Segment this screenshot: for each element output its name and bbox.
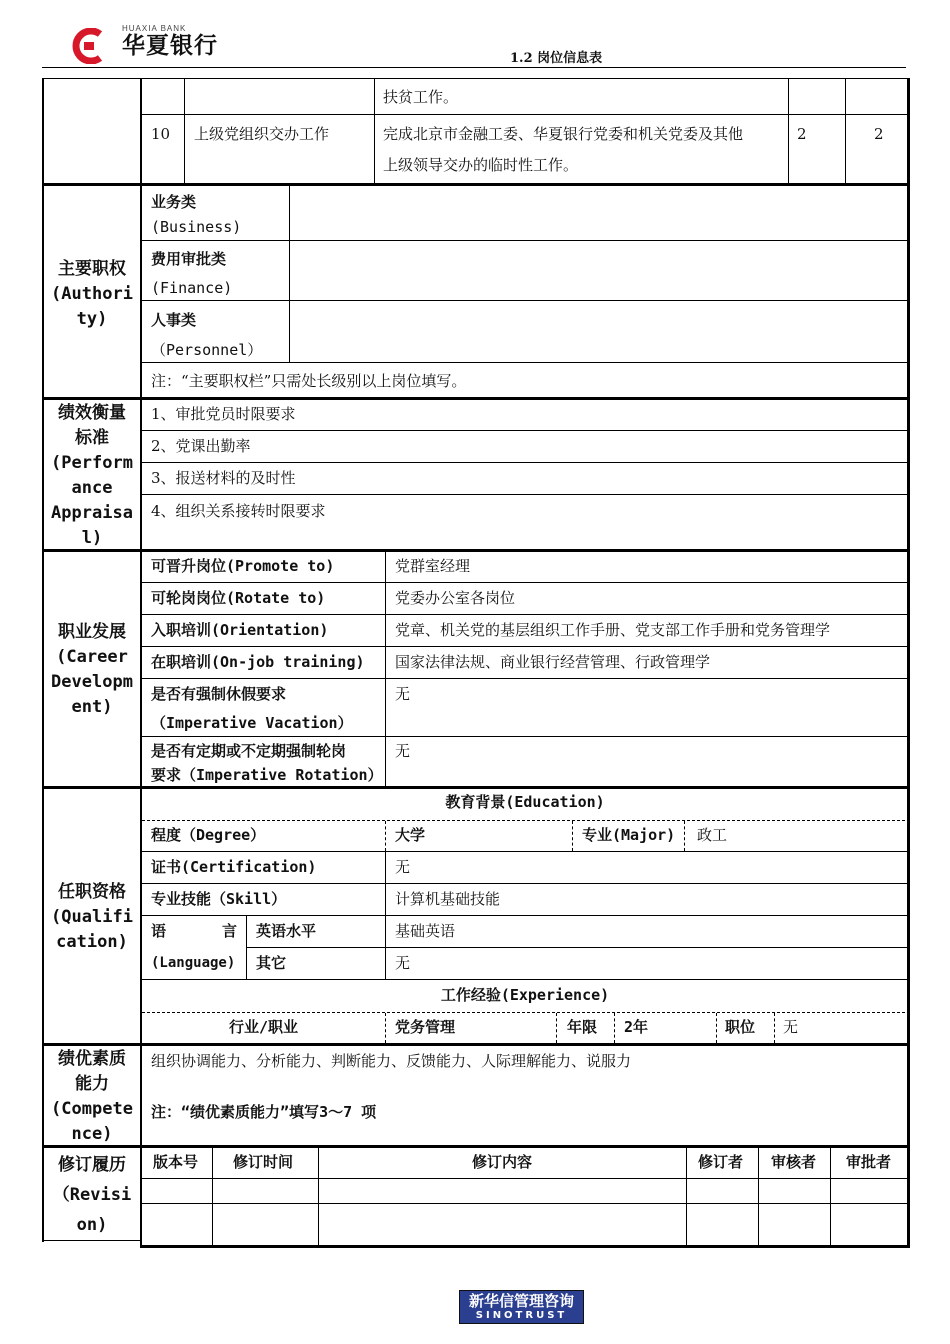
rotation-label: 是否有定期或不定期强制轮岗 — [151, 742, 347, 760]
promote-value: 党群室经理 — [395, 557, 471, 575]
revision-label: 修订履历 （Revisi on) — [52, 1155, 132, 1235]
position-value: 无 — [783, 1018, 799, 1036]
bank-logo-icon — [70, 28, 110, 64]
english-level-value: 基础英语 — [395, 922, 456, 940]
performance-label: 绩效衡量 标准 (Perform ance Appraisa l) — [51, 403, 133, 548]
vacation-label: 是否有强制休假要求 — [151, 685, 287, 703]
orientation-label: 入职培训(Orientation) — [151, 621, 329, 639]
position-label: 职位 — [725, 1018, 756, 1036]
business-label-en: (Business) — [151, 218, 242, 236]
vacation-label-en: （Imperative Vacation） — [151, 714, 353, 732]
task-description-line1: 完成北京市金融工委、华夏银行党委和机关党委及其他 — [383, 125, 744, 143]
revision-header-version: 版本号 — [153, 1153, 199, 1171]
revision-header-content: 修订内容 — [471, 1153, 532, 1171]
performance-item: 1、审批党员时限要求 — [151, 405, 296, 423]
revision-header-reviser: 修订者 — [698, 1153, 744, 1171]
qualification-label: 任职资格 (Qualifi cation) — [51, 882, 133, 952]
task-value-2: 2 — [874, 125, 884, 143]
years-label: 年限 — [567, 1018, 598, 1036]
language-label-char2: 言 — [222, 922, 238, 940]
task-continued-text: 扶贫工作。 — [383, 88, 459, 106]
revision-header-reviewer: 审核者 — [771, 1153, 817, 1171]
career-label: 职业发展 (Career Developm ent) — [51, 622, 133, 717]
industry-value: 党务管理 — [395, 1018, 456, 1036]
authority-note: 注：“主要职权栏”只需处长级别以上岗位填写。 — [151, 372, 467, 390]
skill-value: 计算机基础技能 — [395, 890, 501, 908]
personnel-label: 人事类 — [151, 311, 197, 329]
certification-label: 证书(Certification) — [151, 858, 317, 876]
competence-text: 组织协调能力、分析能力、判断能力、反馈能力、人际理解能力、说服力 — [151, 1052, 632, 1070]
task-description-line2: 上级领导交办的临时性工作。 — [383, 156, 579, 174]
competence-note: 注：“绩优素质能力”填写3～7 项 — [151, 1103, 377, 1121]
major-value: 政工 — [697, 826, 728, 844]
onjob-training-value: 国家法律法规、商业银行经营管理、行政管理学 — [395, 653, 711, 671]
revision-header-date: 修订时间 — [233, 1153, 294, 1171]
degree-value: 大学 — [395, 826, 426, 844]
language-label: 语 — [151, 922, 167, 940]
promote-label: 可晋升岗位(Promote to) — [151, 557, 335, 575]
english-level-label: 英语水平 — [256, 922, 317, 940]
other-language-value: 无 — [395, 954, 411, 972]
experience-title: 工作经验(Experience) — [440, 986, 610, 1004]
sinotrust-logo — [459, 1290, 584, 1324]
major-label: 专业(Major) — [582, 826, 676, 844]
revision-header-approver: 审批者 — [846, 1153, 892, 1171]
task-name: 上级党组织交办工作 — [194, 125, 330, 143]
education-title: 教育背景(Education) — [445, 793, 605, 811]
task-value-1: 2 — [797, 125, 807, 143]
header-rule — [42, 67, 906, 68]
rotation-value: 无 — [395, 742, 411, 760]
degree-label: 程度（Degree） — [151, 826, 266, 844]
section-title: 1.2 岗位信息表 — [510, 51, 603, 66]
bank-name-cn: 华夏银行 — [122, 33, 218, 59]
bank-name-en: HUAXIA BANK — [122, 24, 187, 33]
competence-label: 绩优素质 能力 (Compete nce) — [51, 1049, 133, 1144]
authority-label: 主要职权 (Authori ty) — [51, 259, 133, 329]
sinotrust-logo-en: SINOTRUST — [475, 1310, 568, 1321]
rotate-value: 党委办公室各岗位 — [395, 589, 516, 607]
industry-label: 行业/职业 — [228, 1018, 299, 1036]
orientation-value: 党章、机关党的基层组织工作手册、党支部工作手册和党务管理学 — [395, 621, 831, 639]
finance-label-en: (Finance) — [151, 279, 233, 297]
performance-item: 3、报送材料的及时性 — [151, 469, 296, 487]
skill-label: 专业技能（Skill） — [151, 890, 287, 908]
performance-item: 4、组织关系接转时限要求 — [151, 502, 326, 520]
task-number: 10 — [151, 125, 171, 143]
other-language-label: 其它 — [256, 954, 287, 972]
personnel-label-en: （Personnel） — [151, 341, 263, 359]
onjob-training-label: 在职培训(On-job training) — [151, 653, 365, 671]
bank-logo — [70, 26, 240, 66]
rotation-label-en: 要求（Imperative Rotation） — [151, 766, 383, 784]
rotate-label: 可轮岗岗位(Rotate to) — [151, 589, 326, 607]
business-label: 业务类 — [151, 193, 197, 211]
performance-item: 2、党课出勤率 — [151, 437, 251, 455]
language-label-en: (Language) — [151, 955, 236, 971]
sinotrust-logo-cn: 新华信管理咨询 — [468, 1292, 574, 1310]
certification-value: 无 — [395, 858, 411, 876]
years-value: 2年 — [624, 1018, 649, 1036]
finance-label: 费用审批类 — [151, 250, 227, 268]
vacation-value: 无 — [395, 685, 411, 703]
